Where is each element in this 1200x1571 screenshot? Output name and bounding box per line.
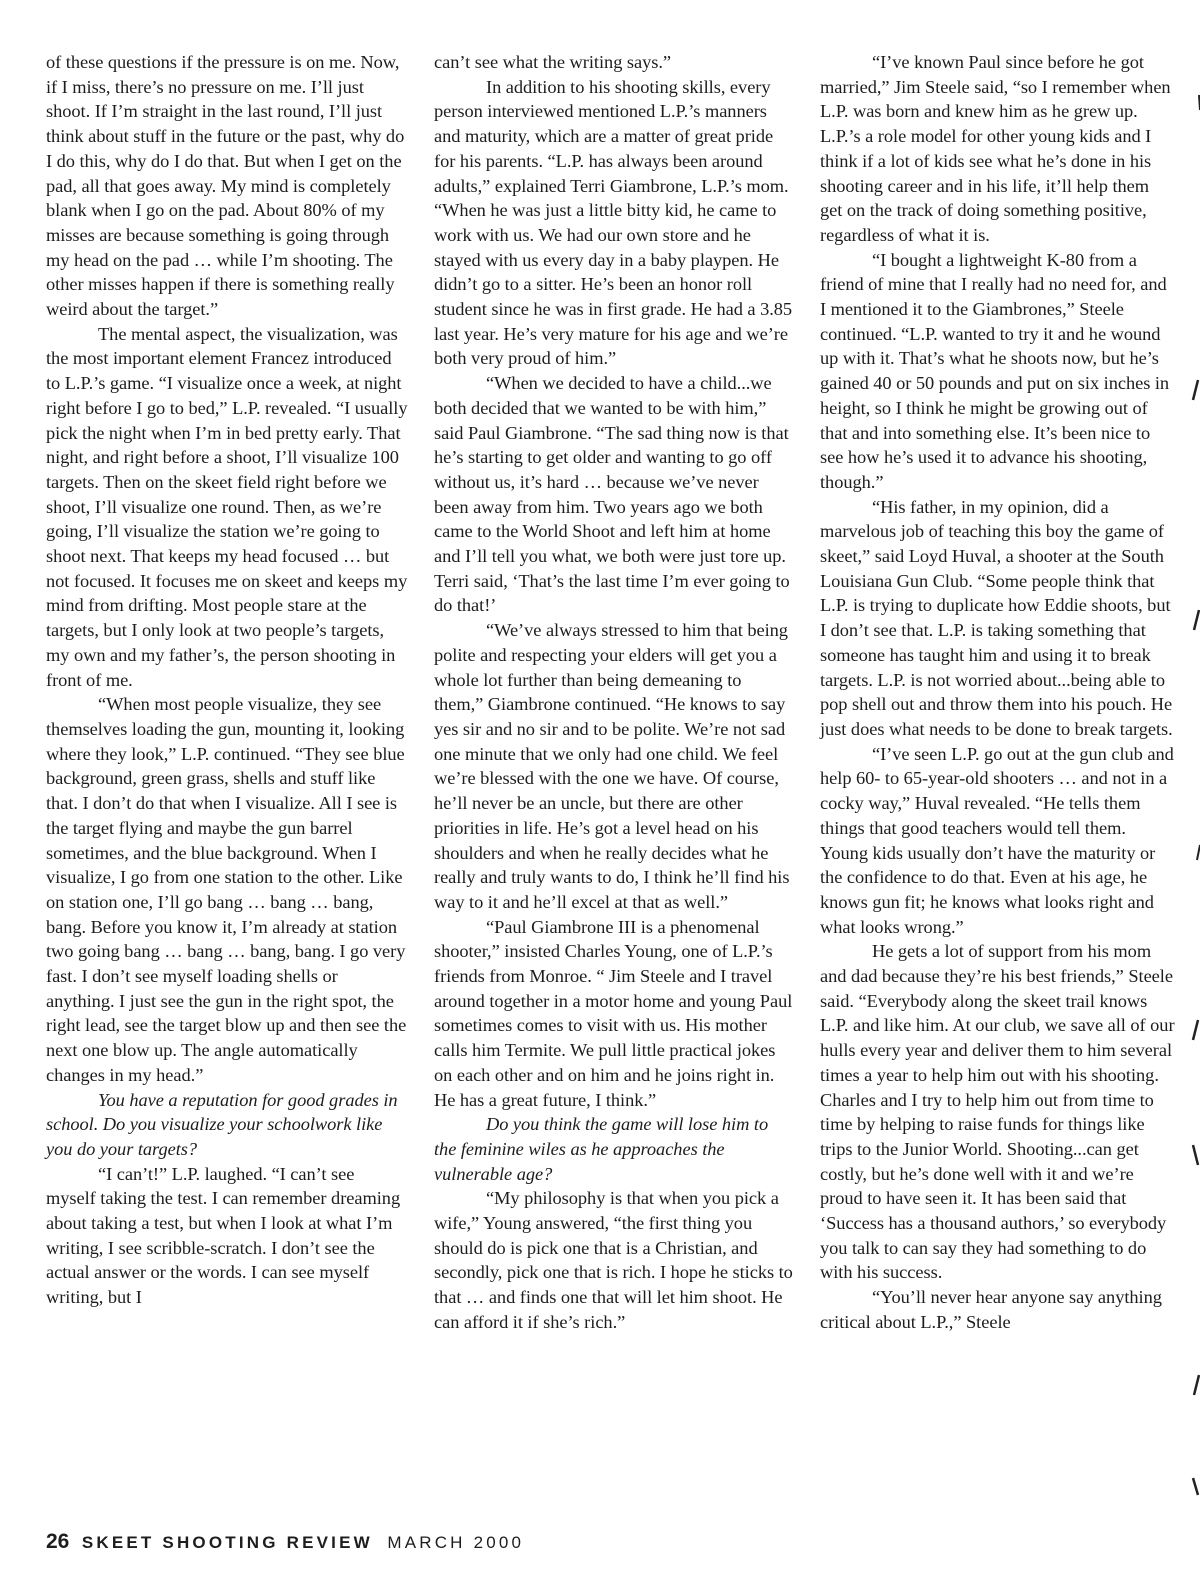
article-paragraph: “I’ve known Paul since before he got married,” Jim Steele said, “so I remember when L.P. was born and knew him as he grew up. L.P.’s a role model for other young kids and I think if a lot of kids see what he’s done in his shooting career and in his life, it’ll help them get on the track of doing something positive, regardless of what it is.	[820, 52, 1171, 245]
page-number: 26	[46, 1530, 70, 1553]
issue-date: MARCH 2000	[387, 1533, 525, 1552]
article-paragraph: In addition to his shooting skills, every person interviewed mentioned L.P.’s manners and maturity, which are a matter of great pride for his parents. “L.P. has always been around adults,” explained Terri Giambrone, L.P.’s mom. “When he was just a little bitty kid, he came to work with us. We had our own store and he stayed with us every day in a baby playpen. He didn’t go to a sitter. He’s been an honor roll student since he was in first grade. He had a 3.85 last year. He’s very mature for his age and we’re both very proud of him.”	[434, 76, 793, 369]
article-paragraph: He gets a lot of support from his mom and dad because they’re his best friends,” Steele said. “Everybody along the skeet trail knows L.P. and like him. At our club, we save all of our hulls every year and deliver them to him several times a year to help him out with his shooting. Charles and I try to help him out from time to time by helping to raise funds for things like trips to the Junior World. Shooting...can get costly, but he’s done well with it and we’re proud to have seen it. It has been said that ‘Success has a thousand authors,’ so everybody you talk to can say they had something to do with his success.	[820, 941, 1175, 1283]
interview-question: Do you think the game will lose him to the feminine wiles as he approaches the vulnerable age?	[434, 1114, 769, 1184]
article-paragraph: “His father, in my opinion, did a marvelous job of teaching this boy the game of skeet,” said Loyd Huval, a shooter at the South Louisiana Gun Club. “Some people think that L.P. is trying to duplicate how Eddie shoots, but I don’t see that. L.P. is taking something that someone has taught him and using it to break targets. L.P. is not worried about...being able to pop shell out and throw them into his pouch. He just does what needs to be done to break targets.	[820, 496, 1173, 739]
page-footer	[46, 1530, 524, 1554]
article-paragraph: “My philosophy is that when you pick a wife,” Young answered, “the first thing you should do is pick one that is a Christian, and secondly, pick one that is rich. I hope he sticks to that … and finds one that will let him shoot. He can afford it if she’s rich.”	[434, 1188, 793, 1332]
article-paragraph: “Paul Giambrone III is a phenomenal shooter,” insisted Charles Young, one of L.P.’s friends from Monroe. “ Jim Steele and I travel around together in a motor home and young Paul sometimes comes to visit with us. His mother calls him Termite. We pull little practical jokes on each other and on him and he joins right in. He has a great future, I think.”	[434, 916, 793, 1110]
article-paragraph: The mental aspect, the visualization, was the most important element Francez introduced to L.P.’s game. “I visualize once a week, at night right before I go to bed,” L.P. revealed. “I usually pick the night when I’m in bed pretty early. That night, and right before a shoot, I’ll visualize 100 targets. Then on the skeet field right before we shoot, I’ll visualize one round. Then, as we’re going, I’ll visualize the station we’re going to shoot next. That keeps my head focused … but not focused. It focuses me on skeet and keeps my mind from drifting. Most people stare at the targets, but I only look at two people’s targets, my own and my father’s, the person shooting in front of me.	[46, 323, 408, 690]
article-column-1	[46, 50, 408, 1310]
article-paragraph: “When we decided to have a child...we both decided that we wanted to be with him,” said Paul Giambrone. “The sad thing now is that he’s starting to get older and wanting to go off without us, it’s hard … because we’ve never been away from him. Two years ago we both came to the World Shoot and left him at home and I’ll tell you what, we both were just tore up. Terri said, ‘That’s the last time I’m ever going to do that!’	[434, 373, 790, 616]
article-paragraph: “We’ve always stressed to him that being polite and respecting your elders will get you a whole lot further than being demeaning to them,” Giambrone continued. “He knows to say yes sir and no sir and to be polite. We’re not sad one minute that we only had one child. We feel we’re blessed with the one we have. Of course, he’ll never be an uncle, but there are other priorities in life. He’s got a level head on his shoulders and when he really decides what he really and truly wants to do, I think he’ll find his way to it and he’ll excel at that as well.”	[434, 620, 790, 912]
article-paragraph: “You’ll never hear anyone say anything critical about L.P.,” Steele	[820, 1287, 1162, 1332]
article-paragraph: “When most people visualize, they see themselves loading the gun, mounting it, looking where they look,” L.P. continued. “They see blue background, green grass, shells and stuff like that. I don’t do that when I visualize. All I see is the target flying and maybe the gun barrel sometimes, and the blue background. When I visualize, I go from one station to the other. Like on station one, I’ll go bang … bang … bang, bang. Before you know it, I’m already at station two going bang … bang … bang, bang. I go very fast. I don’t see myself loading shells or anything. I just see the gun in the right spot, the right lead, see the target blow up and then see the next one blow up. The angle automatically changes in my head.”	[46, 694, 407, 1085]
scan-edge-marks	[1190, 0, 1200, 1571]
article-paragraph: of these questions if the pressure is on me. Now, if I miss, there’s no pressure on me. I’ll just shoot. If I’m straight in the last round, I’ll just think about stuff in the future or the past, why do I do this, why do I do that. But when I get on the pad, all that goes away. My mind is completely blank when I go on the pad. About 80% of my misses are because something is going through my head on the pad … while I’m shooting. The other misses happen if there is something really weird about the target.”	[46, 52, 405, 320]
article-column-3	[820, 50, 1175, 1335]
article-paragraph: “I bought a lightweight K-80 from a friend of mine that I really had no need for, and I mentioned it to the Giambrones,” Steele continued. “L.P. wanted to try it and he wound up with it. That’s what he shoots now, but he’s gained 40 or 50 pounds and put on six inches in height, so I think he might be growing out of that and into something else. It’s been nice to see how he’s used it to advance his shooting, though.”	[820, 249, 1170, 492]
article-paragraph: can’t see what the writing says.”	[434, 52, 672, 72]
article-column-2	[434, 50, 794, 1335]
interview-question: You have a reputation for good grades in school. Do you visualize your schoolwork like you do your targets?	[46, 1089, 398, 1159]
article-paragraph: “I can’t!” L.P. laughed. “I can’t see myself taking the test. I can remember dreaming about taking a test, but when I look at what I’m writing, I see scribble-scratch. I don’t see the actual answer or the words. I can see myself writing, but I	[46, 1163, 401, 1308]
magazine-title: SKEET SHOOTING REVIEW	[81, 1533, 373, 1552]
article-paragraph: “I’ve seen L.P. go out at the gun club and help 60- to 65-year-old shooters … and not in a cocky way,” Huval revealed. “He tells them things that good teachers would tell them. Young kids usually don’t have the maturity or the confidence to do that. Even at his age, he knows gun fit; he knows what looks right and what looks wrong.”	[820, 743, 1174, 937]
